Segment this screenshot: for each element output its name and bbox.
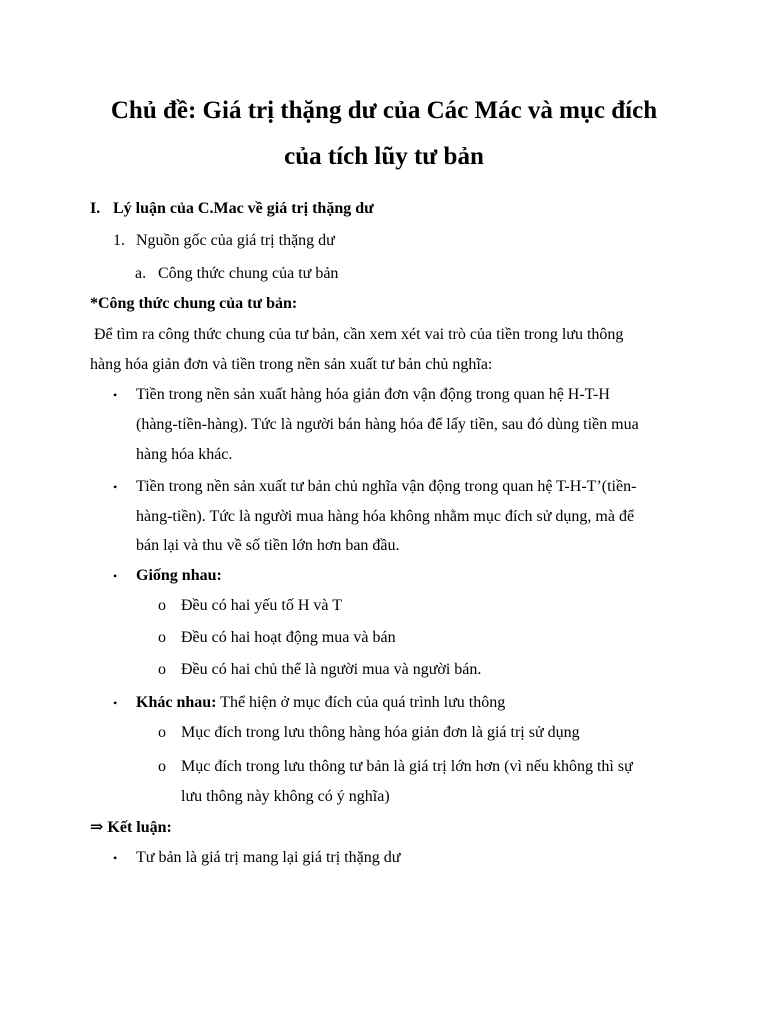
subsection-number: 1. [113,232,125,249]
bullet-marker: • [113,851,118,865]
sub-bullet-marker: o [158,661,166,678]
bullet2-line-2: hàng-tiền). Tức là người mua hàng hóa không nhằm mục đích sử dụng, mà để [136,508,635,525]
similar-item: Đều có hai yếu tố H và T [181,597,342,614]
section-heading: Lý luận của C.Mac về giá trị thặng dư [113,200,374,217]
bullet-marker: • [113,388,118,402]
conclusion-item: Tư bản là giá trị mang lại giá trị thặng dư [136,849,401,866]
bullet2-line-1: Tiền trong nền sản xuất tư bản chủ nghĩa vận động trong quan hệ T-H-T’(tiền- [136,478,637,495]
different-item-2-line-2: lưu thông này không có ý nghĩa) [181,788,390,805]
bullet-marker: • [113,480,118,494]
similar-item: Đều có hai chủ thể là người mua và người bán. [181,661,482,678]
sub-bullet-marker: o [158,629,166,646]
intro-line-2: hàng hóa giản đơn và tiền trong nền sản xuất tư bản chủ nghĩa: [90,356,493,373]
title-line-2: của tích lũy tư bản [284,143,484,170]
different-text: Thể hiện ở mục đích của quá trình lưu thông [216,694,506,711]
sub-bullet-marker: o [158,597,166,614]
bullet1-line-2: (hàng-tiền-hàng). Tức là người bán hàng hóa để lấy tiền, sau đó dùng tiền mua [136,416,639,433]
subsection-heading: Nguồn gốc của giá trị thặng dư [136,232,335,249]
bullet1-line-3: hàng hóa khác. [136,446,233,463]
formula-heading: *Công thức chung của tư bản: [90,295,298,312]
conclusion-label: Kết luận: [107,819,172,836]
similar-label: Giống nhau: [136,567,222,584]
different-label: Khác nhau: [136,694,217,711]
similar-item: Đều có hai hoạt động mua và bán [181,629,396,646]
intro-line-1: Để tìm ra công thức chung của tư bản, cần xem xét vai trò của tiền trong lưu thông [90,326,624,343]
bullet-marker: • [113,569,118,583]
subsubsection-letter: a. [135,265,147,282]
title-line-1: Chủ đề: Giá trị thặng dư của Các Mác và mục đích [110,97,658,124]
document-title [70,88,698,180]
different-item-2-line-1: Mục đích trong lưu thông tư bản là giá trị lớn hơn (vì nếu không thì sự [181,758,633,775]
different-item-1: Mục đích trong lưu thông hàng hóa giản đơn là giá trị sử dụng [181,724,580,741]
bullet2-line-3: bán lại và thu về số tiền lớn hơn ban đầu. [136,537,400,554]
arrow-icon: ⇒ [90,819,104,836]
bullet-marker: • [113,696,118,710]
section-number: I. [90,200,101,217]
sub-bullet-marker: o [158,758,166,775]
different-line [136,692,505,714]
subsubsection-heading: Công thức chung của tư bản [158,265,339,282]
conclusion-line [90,817,172,839]
bullet1-line-1: Tiền trong nền sản xuất hàng hóa giản đơn vận động trong quan hệ H-T-H [136,386,610,403]
sub-bullet-marker: o [158,724,166,741]
